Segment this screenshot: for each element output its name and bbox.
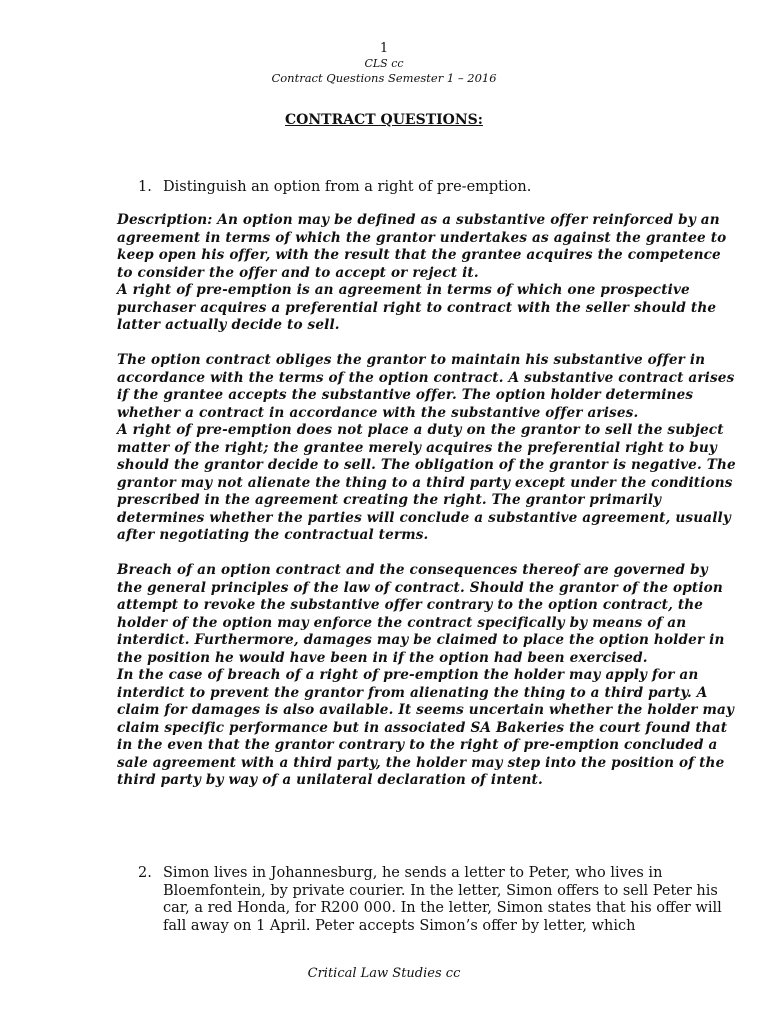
answer-1 <box>117 212 737 790</box>
question-1-text: Distinguish an option from a right of pre-emption. <box>163 179 532 195</box>
answer-paragraph: A right of pre-emption is an agreement in terms of which one prospective purchaser acquires a preferential right to contract with the seller should the latter actually decide to sell. <box>117 282 717 333</box>
header-subtitle: Contract Questions Semester 1 – 2016 <box>271 71 497 85</box>
page-footer: Critical Law Studies cc <box>307 966 461 981</box>
question-2-text: Simon lives in Johannesburg, he sends a letter to Peter, who lives in Bloemfontein, by private courier. In the letter, Simon offers to sell Peter his car, a red Honda, for R200 000. In the letter, Simon states that his offer will fall away on 1 April. Peter accepts Simon’s offer by letter, which <box>163 865 722 934</box>
answer-paragraph: A right of pre-emption does not place a duty on the grantor to sell the subject matter of the right; the grantee merely acquires the preferential right to buy should the grantor decide to sell. The obligation of the grantor is negative. The grantor may not alienate the thing to a third party except under the conditions prescribed in the agreement creating the right. The grantor primarily determines whether the parties will conclude a substantive agreement, usually after negotiating the contractual terms. <box>117 422 736 543</box>
answer-paragraph: The option contract obliges the grantor to maintain his substantive offer in accordance with the terms of the option contract. A substantive contract arises if the grantee accepts the substantive offer. The option holder determines whether a contract in accordance with the substantive offer arises. <box>117 352 735 421</box>
header-company: CLS cc <box>364 57 404 70</box>
question-2 <box>140 865 730 935</box>
paragraph-gap <box>117 545 737 563</box>
document-title: CONTRACT QUESTIONS: <box>285 112 483 128</box>
answer-paragraph: Breach of an option contract and the consequences thereof are governed by the general principles of the law of contract. Should the grantor of the option attempt to revoke the substantive offer contrary to the option contract, the holder of the option may enforce the contract specifically by means of an interdict. Furthermore, damages may be claimed to place the option holder in the position he would have been in if the option had been exercised. <box>117 562 725 666</box>
question-2-number: 2. <box>138 865 152 881</box>
page-number: 1 <box>379 41 389 56</box>
answer-paragraph: Description: An option may be defined as a substantive offer reinforced by an agreement in terms of which the grantor undertakes as against the grantee to keep open his offer, with the result that the grantee acquires the competence to consider the offer and to accept or reject it. <box>117 212 727 281</box>
answer-paragraph: In the case of breach of a right of pre-emption the holder may apply for an interdict to prevent the grantor from alienating the thing to a third party. A claim for damages is also available. It seems uncertain whether the holder may claim specific performance but in associated SA Bakeries the court found that in the even that the grantor contrary to the right of pre-emption concluded a sale agreement with a third party, the holder may step into the position of the third party by way of a unilateral declaration of intent. <box>117 667 735 788</box>
paragraph-gap <box>117 335 737 353</box>
question-1-number: 1. <box>138 179 152 195</box>
question-1 <box>140 179 730 197</box>
